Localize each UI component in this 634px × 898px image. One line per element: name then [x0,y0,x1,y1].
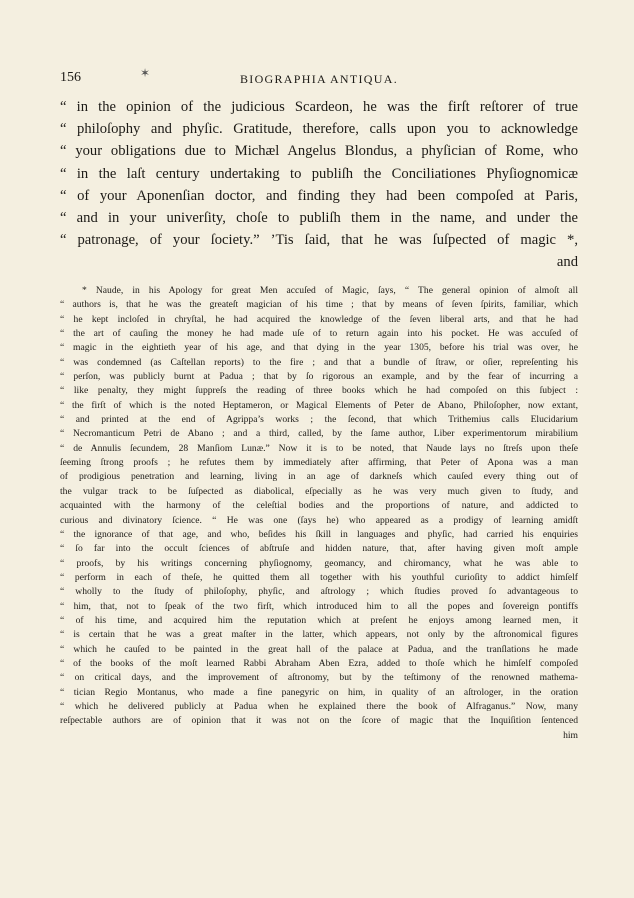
footnote-line: “ him, that, not to ſpeak of the two firſt, which introduced him to all the popes and ſovereign pontiffs [60,600,578,612]
footnote-line: “ perform in each of theſe, he quitted them all together with his youthful curioſity to addict himſelf [60,571,578,583]
footnote-line: * Naude, in his Apology for great Men accuſed of Magic, ſays, “ The general opinion of almoſt all [82,285,578,296]
running-head: BIOGRAPHIA ANTIQUA. [239,72,399,86]
footnote-line: “ de Annulis ſecundem, 28 Manſiom Lunæ.” Now it is to be noted, that Naude lays no ſtreſs upon theſe [60,442,578,454]
footnote-line: “ magic in the eightieth year of his age, and that dying in the year 1305, before his trial was over, he [60,342,578,354]
footnote-line: the vulgar track to be ſuſpected as diabolical, eſpecially as he was very much given to ſtudy, and [60,485,578,497]
main-text-line: “ in the opinion of the judicious Scardeon, he was the firſt reſtorer of true [60,99,578,115]
main-text-line: “ and in your univerſity, choſe to publiſh them in the name, and under the [60,210,578,227]
footnote-line: “ ſo far into the occult ſciences of abſtruſe and hidden nature, that, after having given moſt ample [60,543,578,555]
footnote-line: “ of the books of the moſt learned Rabbi Abraham Aben Ezra, added to thoſe which he himſelf compoſed [60,657,578,669]
footnote-line: “ he kept incloſed in chryſtal, he had acquired the knowledge of the ſeven liberal arts, and that he had [60,313,578,325]
main-text-line: “ patronage, of your ſociety.” ’Tis ſaid, that he was ſuſpected of magic *, [60,232,578,249]
footnote-line: “ the art of cauſing the money he had made uſe of to return again into his pocket. He was accuſed of [60,328,578,340]
footnote-line: “ proofs, by his writings concerning phyſiognomy, geomancy, and chiromancy, what he was able to [60,557,578,569]
footnote-catchword: him [563,729,578,741]
printer-ornament-icon: ✶ [140,66,151,80]
main-text-line: “ in the laſt century undertaking to publiſh the Conciliationes Phyſiognomicæ [60,165,578,182]
footnote-line: “ of his time, and acquired him the reputation which at preſent he enjoys among learned men, it [60,614,578,626]
footnote-line: “ tician Regio Montanus, who made a fine panegyric on him, in quality of an aſtrologer, in the oration [60,686,578,698]
main-text [60,96,578,274]
catchword: and [556,254,578,271]
main-text-line: “ philoſophy and phyſic. Gratitude, therefore, calls upon you to acknowledge [60,121,578,138]
footnote-line: “ on critical days, and the improvement of aſtronomy, but by the teſtimony of the renowned mathema- [60,672,578,684]
footnote [60,284,578,743]
footnote-line: “ the ignorance of that age, and who, beſides his ſkill in languages and phyſic, had carried his enquiries [60,528,578,540]
main-text-line: “ of your Aponenſian doctor, and finding they had been compoſed at Paris, [60,187,578,204]
footnote-line: “ is certain that he was a great maſter in the latter, which appears, not only by the aſtronomical figures [60,629,578,641]
footnote-line: “ perſon, was publicly burnt at Padua ; that by ſo rigorous an example, and by the fear of incurring a [60,371,578,383]
footnote-line: “ which he cauſed to be painted in the great hall of the palace at Padua, and the tranſlations he made [60,643,578,655]
footnote-line: reſpectable authors are of opinion that it was not on the ſcore of magic that the Inquiſition ſentenced [60,715,578,727]
footnote-line: ſeeming ſtrong proofs ; he refutes them by immediately after affirming, that Peter of Apona was a man [60,457,578,469]
page-header [60,66,578,90]
footnote-line: “ the firſt of which is the noted Heptameron, or Magical Elements of Peter de Abano, Philoſopher, now extant, [60,399,578,411]
footnote-line: “ was condemned (as Caſtellan reports) to the fire ; and that a bundle of ſtraw, or oſier, repreſenting his [60,356,578,368]
footnote-line: “ wholly to the ſtudy of philoſophy, phyſic, and aſtrology ; which ſtudies proved ſo advantageous to [60,586,578,598]
footnote-line: “ Necromanticum Petri de Abano ; and a third, called, by the ſame author, Liber experimentorum mirabilium [60,428,578,440]
footnote-line: curious and divinatory ſcience. “ He was one (ſays he) who appeared as a prodigy of learning amidſt [60,514,578,526]
main-text-line: “ your obligations due to Michæl Angelus Blondus, a phyſician of Rome, who [60,143,578,160]
footnote-line: “ like penalty, they might ſuppreſs the reading of three books which he had compoſed on this ſubject : [60,385,578,397]
footnote-line: of prodigious penetration and learning, living in an age of darkneſs which cauſed every thing out of [60,471,578,483]
footnote-line: “ and printed at the end of Agrippa’s works ; the ſecond, that which Trithemius calls Elucidarium [60,414,578,426]
page-number: 156 [60,70,81,85]
footnote-line: acquainted with the harmony of the celeſtial bodies and the proportions of nature, and addicted to [60,500,578,512]
footnote-line: “ which he delivered publicly at Padua when he explained there the book of Alfraganus.” Now, many [60,700,578,712]
footnote-line: “ authors is, that he was the greateſt magician of his time ; that by means of ſeven ſpirits, familiar, which [60,299,578,311]
